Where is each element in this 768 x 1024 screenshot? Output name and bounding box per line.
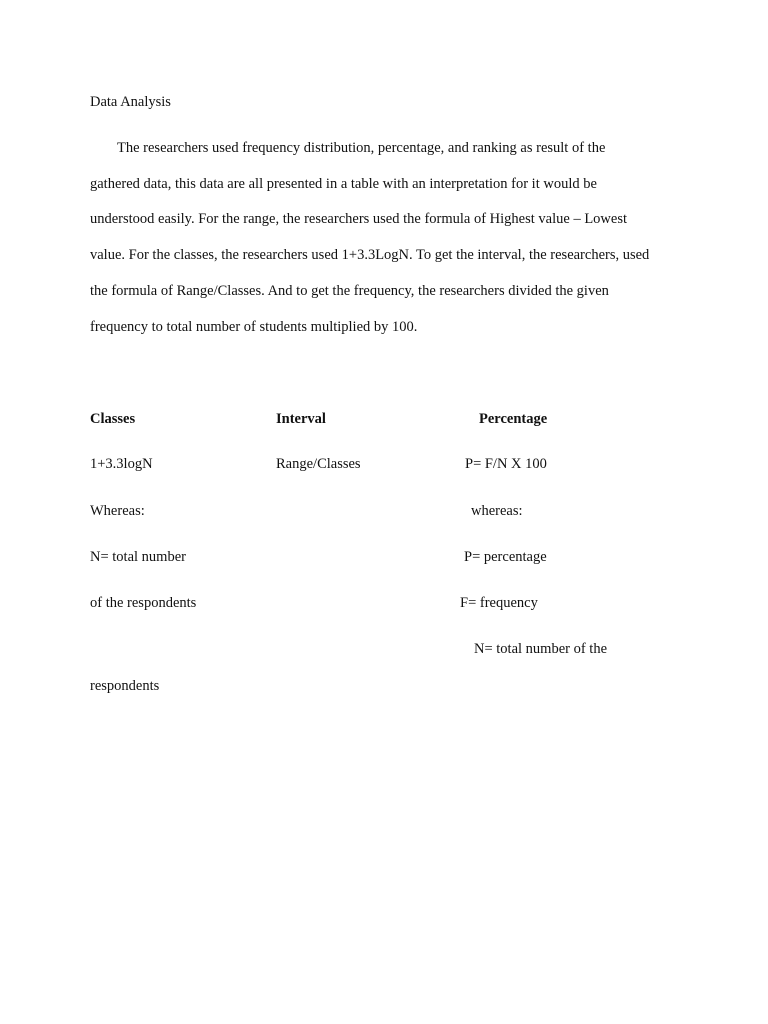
paragraph-line-5: the formula of Range/Classes. And to get the frequency, the researchers divided the given	[90, 283, 609, 299]
percentage-p-definition: P= percentage	[464, 549, 547, 565]
section-heading: Data Analysis	[90, 94, 171, 110]
percentage-formula: P= F/N X 100	[465, 456, 547, 472]
paragraph-line-1: The researchers used frequency distribution, percentage, and ranking as result of the	[117, 140, 606, 156]
paragraph-line-2: gathered data, this data are all presented in a table with an interpretation for it would be	[90, 176, 597, 192]
classes-n-definition: N= total number	[90, 549, 186, 565]
classes-header: Classes	[90, 411, 136, 427]
percentage-header: Percentage	[479, 411, 548, 427]
paragraph-line-6: frequency to total number of students multiplied by 100.	[90, 319, 418, 335]
classes-n-definition-cont: of the respondents	[90, 595, 197, 611]
percentage-whereas: whereas:	[471, 503, 523, 519]
paragraph-line-3: understood easily. For the range, the researchers used the formula of Highest value – Lowest	[90, 211, 628, 227]
interval-formula: Range/Classes	[276, 456, 361, 472]
percentage-n-definition: N= total number of the	[474, 641, 608, 657]
respondents-continuation: respondents	[90, 678, 160, 694]
percentage-f-definition: F= frequency	[460, 595, 538, 611]
classes-whereas: Whereas:	[90, 503, 145, 519]
paragraph-line-4: value. For the classes, the researchers used 1+3.3LogN. To get the interval, the researchers, used	[90, 247, 650, 263]
interval-header: Interval	[276, 411, 326, 427]
classes-formula: 1+3.3logN	[90, 456, 153, 472]
